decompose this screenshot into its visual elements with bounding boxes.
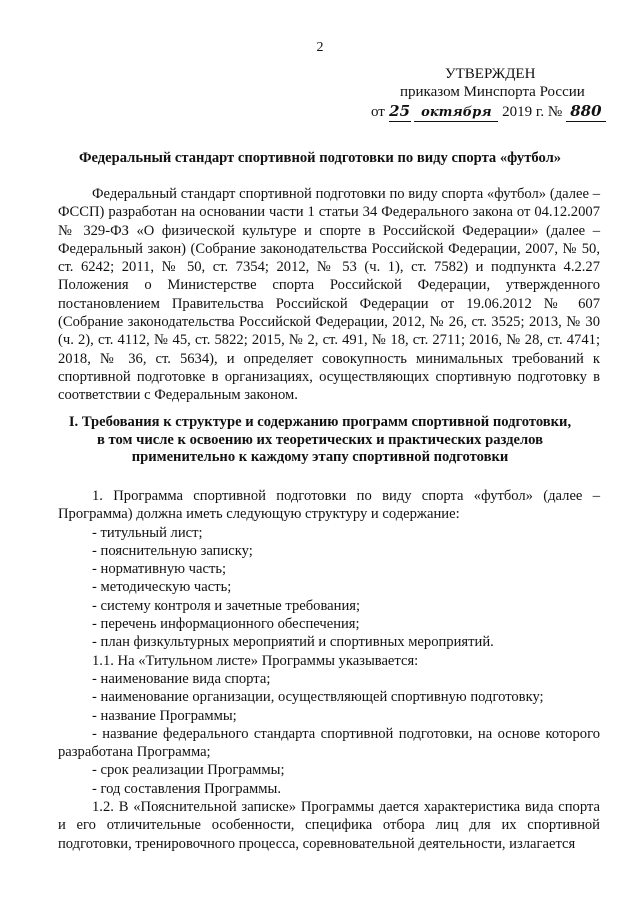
order-month: октября	[414, 104, 498, 122]
section-1-title: I. Требования к структуре и содержанию программ спортивной подготовки, в том числе к освоению их теоретических и практических разделов применительно к каждому этапу спортивной подготовки	[68, 414, 572, 465]
list-item: - год составления Программы.	[92, 780, 281, 797]
paragraph-1: 1. Программа спортивной подготовки по виду спорта «футбол» (далее – Программа) должна иметь следующую структуру и содержание:	[58, 488, 600, 523]
list-item: - название Программы;	[92, 707, 237, 724]
list-item: - наименование организации, осуществляющей спортивную подготовку;	[92, 689, 544, 706]
paragraph-1-2: 1.2. В «Пояснительной записке» Программы дается характеристика вида спорта и его отличительные особенности, специфика отбора лиц для их спортивной подготовки, тренировочного процесса, соревновательной деятельности, излагается	[58, 799, 600, 852]
order-date-line	[371, 102, 606, 122]
order-day: 25	[389, 102, 411, 120]
document-title: Федеральный стандарт спортивной подготовки по виду спорта «футбол»	[78, 150, 562, 166]
list-item: - срок реализации Программы;	[92, 762, 285, 779]
order-number: 880	[566, 102, 606, 122]
list-item: - наименование вида спорта;	[92, 670, 271, 687]
intro-paragraph: Федеральный стандарт спортивной подготовки по виду спорта «футбол» (далее – ФССП) разработан на основании части 1 статьи 34 Федерального закона от 04.12.2007 № 329-ФЗ «О физической культуре и спорте в Российской Федерации» (далее – Федеральный закон) (Собрание законодательства Российской Федерации, 2007, № 50, ст. 6242; 2011, № 50, ст. 7354; 2012, № 53 (ч. 1), ст. 7582) и подпункта 4.2.27 Положения о Министерстве спорта Российской Федерации, утвержденного постановлением Правительства Российской Федерации от 19.06.2012 № 607 (Собрание законодательства Российской Федерации, 2012, № 26, ст. 3525; 2013, № 30 (ч. 2), ст. 4112, № 45, ст. 5822; 2015, № 2, ст. 491, № 18, ст. 2711; 2016, № 28, ст. 4741; 2018, № 36, ст. 5634), и определяет совокупность минимальных требований к спортивной подготовке в организациях, осуществляющих спортивную подготовку в соответствии с Федеральным законом.	[58, 186, 600, 404]
page-number: 2	[316, 40, 324, 55]
list-item: - систему контроля и зачетные требования;	[92, 597, 361, 614]
list-item: - пояснительную записку;	[92, 542, 253, 559]
list-item: - название федерального стандарта спортивной подготовки, на основе которого разработана Программа;	[58, 725, 600, 761]
list-item: - план физкультурных мероприятий и спортивных мероприятий.	[92, 634, 494, 651]
order-year: 2019 г. №	[502, 104, 563, 120]
approved-label: УТВЕРЖДЕН	[445, 66, 536, 82]
list-item: - перечень информационного обеспечения;	[92, 616, 360, 633]
order-label: приказом Минспорта России	[400, 84, 585, 100]
list-item: - титульный лист;	[92, 524, 203, 541]
date-prefix: от	[371, 104, 385, 120]
list-item: - нормативную часть;	[92, 561, 227, 578]
paragraph-1-1: 1.1. На «Титульном листе» Программы указывается:	[92, 652, 419, 669]
program-structure	[58, 487, 600, 853]
list-item: - методическую часть;	[92, 579, 232, 596]
